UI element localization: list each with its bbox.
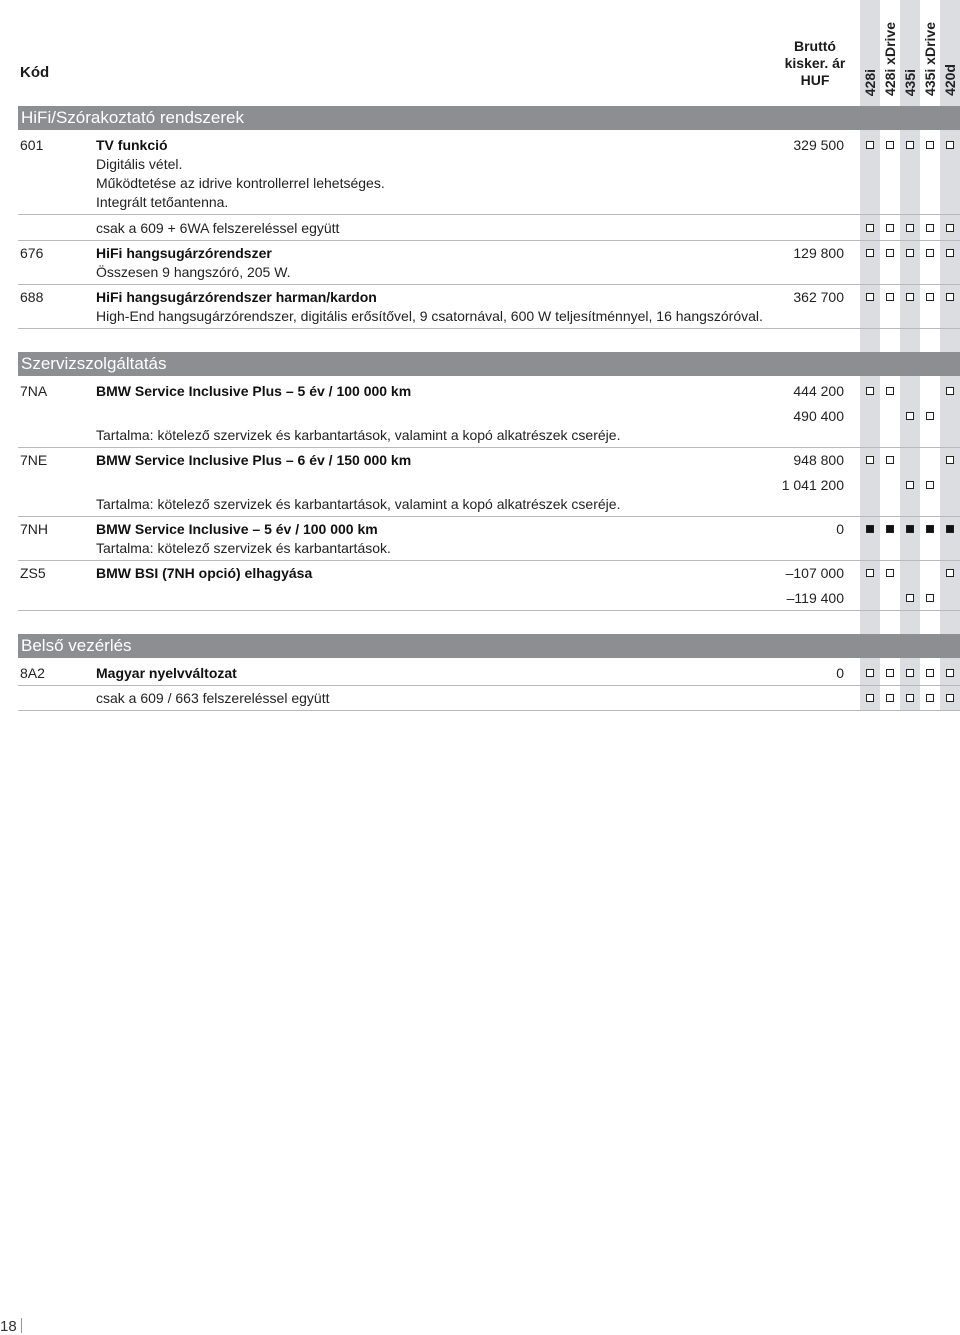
row-desc-line: Digitális vétel. [96,156,183,172]
row-price-alt: 490 400 [793,408,844,424]
row-price: 129 800 [793,245,844,261]
standard-equipment-marker [926,525,934,533]
standard-equipment-marker [886,525,894,533]
optional-equipment-marker [886,224,894,232]
row-divider [18,447,960,448]
optional-equipment-marker [926,412,934,420]
header-model-435i: 435i [902,68,918,96]
row-divider [18,610,960,611]
optional-equipment-marker [946,694,954,702]
optional-equipment-marker [926,481,934,489]
row-name: TV funkció [96,137,168,153]
row-price-alt: 1 041 200 [781,477,844,493]
optional-equipment-marker [926,669,934,677]
optional-equipment-marker [926,224,934,232]
row-code: 601 [20,137,44,153]
row-divider [18,328,960,329]
optional-equipment-marker [866,694,874,702]
optional-equipment-marker [906,669,914,677]
section-header-hifi: HiFi/Szórakoztató rendszerek [18,106,960,130]
section-header-control: Belső vezérlés [18,634,960,658]
row-code: 688 [20,289,44,305]
row-name: BMW Service Inclusive Plus – 6 év / 150 000 km [96,452,412,468]
standard-equipment-marker [906,525,914,533]
optional-equipment-marker [886,694,894,702]
header-model-428i-xdrive: 428i xDrive [882,22,898,96]
header-price-line2: kisker. ár [784,55,846,71]
row-price: 0 [836,521,844,537]
row-price: 0 [836,665,844,681]
row-name: HiFi hangsugárzórendszer [96,245,272,261]
optional-equipment-marker [866,569,874,577]
optional-equipment-marker [906,694,914,702]
optional-equipment-marker [886,456,894,464]
row-desc-line: Integrált tetőantenna. [96,194,229,210]
row-price: 362 700 [793,289,844,305]
optional-equipment-marker [946,293,954,301]
optional-equipment-marker [926,293,934,301]
row-divider [18,214,960,215]
header-model-428i: 428i [862,68,878,96]
row-divider [18,516,960,517]
row-price-alt: –119 400 [786,590,844,606]
optional-equipment-marker [926,694,934,702]
optional-equipment-marker [946,387,954,395]
optional-equipment-marker [926,249,934,257]
optional-equipment-marker [946,669,954,677]
optional-equipment-marker [906,141,914,149]
row-divider [18,560,960,561]
section-header-service: Szervizszolgáltatás [18,352,960,376]
row-code: 7NA [20,383,48,399]
row-divider [18,240,960,241]
standard-equipment-marker [866,525,874,533]
optional-equipment-marker [906,412,914,420]
row-code: ZS5 [20,565,46,581]
optional-equipment-marker [886,249,894,257]
standard-equipment-marker [946,525,954,533]
optional-equipment-marker [926,141,934,149]
optional-equipment-marker [886,669,894,677]
row-code: 7NH [20,521,49,537]
row-name: BMW BSI (7NH opció) elhagyása [96,565,313,581]
row-name: BMW Service Inclusive – 5 év / 100 000 km [96,521,378,537]
page-number-divider [21,1318,22,1333]
optional-equipment-marker [866,224,874,232]
optional-equipment-marker [906,293,914,301]
row-divider [18,710,960,711]
row-desc-line: High-End hangsugárzórendszer, digitális erősítővel, 9 csatornával, 600 W teljesítménnyel, 16 hangszóróval. [96,308,763,324]
row-price: 948 800 [793,452,844,468]
optional-equipment-marker [866,387,874,395]
optional-equipment-marker [946,249,954,257]
row-note: csak a 609 / 663 felszereléssel együtt [96,690,330,706]
row-desc-line: Tartalma: kötelező szervizek és karbantartások, valamint a kopó alkatrészek cseréje. [96,427,621,443]
optional-equipment-marker [886,387,894,395]
optional-equipment-marker [886,569,894,577]
optional-equipment-marker [906,224,914,232]
row-desc-line: Összesen 9 hangszóró, 205 W. [96,264,291,280]
optional-equipment-marker [866,456,874,464]
optional-equipment-marker [946,224,954,232]
row-divider [18,685,960,686]
optional-equipment-marker [906,481,914,489]
row-price: –107 000 [785,565,844,581]
optional-equipment-marker [866,141,874,149]
row-name: HiFi hangsugárzórendszer harman/kardon [96,289,377,305]
header-price-line3: HUF [800,72,830,88]
row-name: BMW Service Inclusive Plus – 5 év / 100 000 km [96,383,412,399]
header-code-label: Kód [20,64,50,81]
optional-equipment-marker [886,141,894,149]
row-desc-line: Tartalma: kötelező szervizek és karbantartások, valamint a kopó alkatrészek cseréje. [96,496,621,512]
row-code: 676 [20,245,44,261]
row-name: Magyar nyelvváltozat [96,665,237,681]
optional-equipment-marker [906,594,914,602]
row-desc-line: Tartalma: kötelező szervizek és karbantartások. [96,540,391,556]
optional-equipment-marker [866,669,874,677]
optional-equipment-marker [926,594,934,602]
row-code: 7NE [20,452,48,468]
optional-equipment-marker [866,293,874,301]
header-model-420d: 420d [942,64,958,96]
optional-equipment-marker [946,569,954,577]
row-desc-line: Működtetése az idrive kontrollerrel lehetséges. [96,175,385,191]
row-code: 8A2 [20,665,45,681]
header-price-label [782,38,848,89]
optional-equipment-marker [946,456,954,464]
optional-equipment-marker [866,249,874,257]
row-price: 329 500 [793,137,844,153]
optional-equipment-marker [886,293,894,301]
page-number: 18 [0,1318,17,1335]
optional-equipment-marker [906,249,914,257]
row-note: csak a 609 + 6WA felszereléssel együtt [96,220,340,236]
row-divider [18,284,960,285]
header-price-line1: Bruttó [794,38,836,54]
optional-equipment-marker [946,141,954,149]
header-model-435i-xdrive: 435i xDrive [922,22,938,96]
row-price: 444 200 [793,383,844,399]
